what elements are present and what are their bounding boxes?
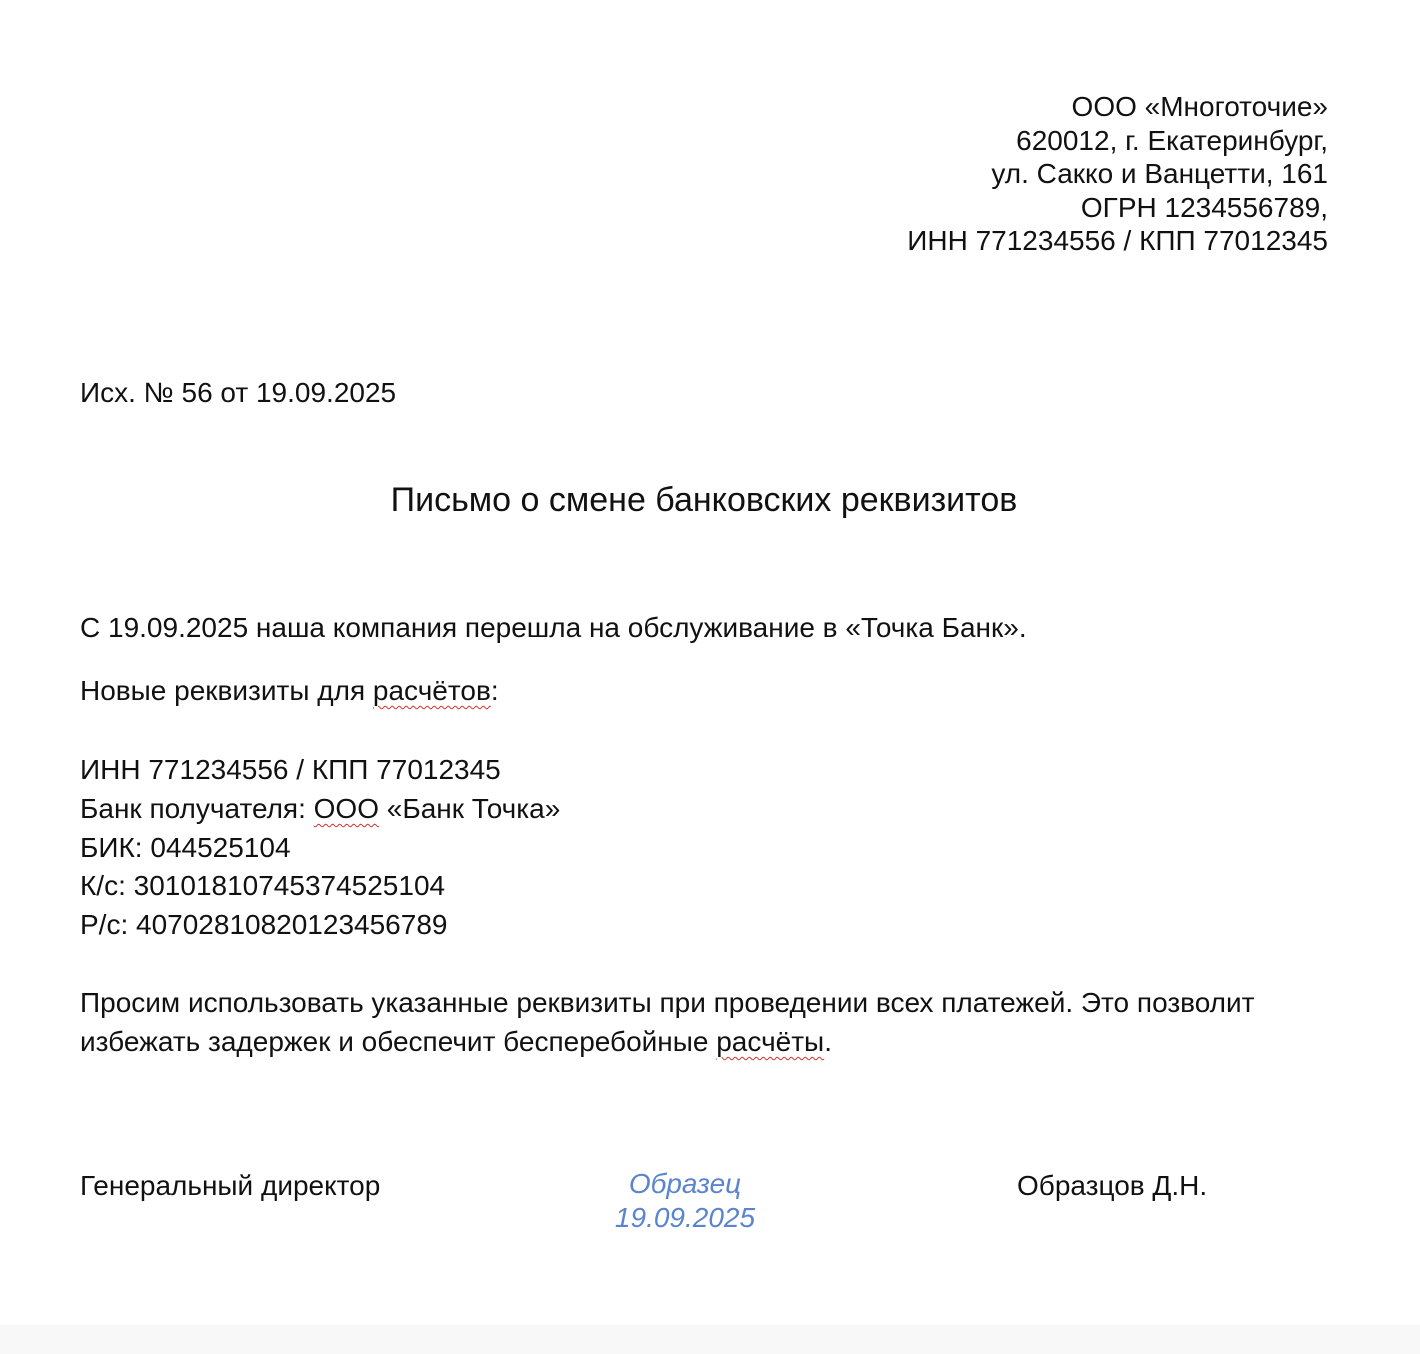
signatory-name: Образцов Д.Н. [1017,1170,1208,1201]
closing-line2-prefix: избежать задержек и обеспечит бесперебойные [80,1025,717,1057]
sender-block [907,90,1328,258]
requisite-ks: К/с: 30101810745374525104 [80,870,446,902]
closing-paragraph [80,984,1254,1062]
requisite-inn-kpp: ИНН 771234556 / КПП 77012345 [80,754,501,785]
sender-ogrn: ОГРН 1234556789, [1080,191,1328,223]
spellcheck-underlined-word: ООО [313,792,379,824]
signature-stamp [580,1167,790,1235]
requisites-list [80,751,560,945]
requisite-bank [80,790,560,829]
signature-row [0,1167,1420,1247]
signatory-role: Генеральный директор [80,1170,381,1201]
sender-company: ООО «Многоточие» [1071,91,1328,122]
signature-stamp-text: Образец [628,1168,742,1199]
sender-address-line2: ул. Сакко и Ванцетти, 161 [991,158,1328,189]
sender-address-line1: 620012, г. Екатеринбург, [1016,124,1328,156]
outgoing-reference: Исх. № 56 от 19.09.2025 [80,377,397,408]
new-requisites-suffix: : [490,675,499,706]
closing-line1: Просим использовать указанные реквизиты при проведении всех платежей. Это позволит [80,987,1255,1018]
sender-inn-kpp: ИНН 771234556 / КПП 77012345 [907,225,1328,256]
new-requisites-prefix: Новые реквизиты для [80,675,373,706]
closing-line2 [80,1023,1254,1062]
requisite-bik: БИК: 044525104 [80,831,291,863]
letter-title: Письмо о смене банковских реквизитов [390,481,1018,519]
spellcheck-underlined-word: расчётов [372,675,491,706]
bank-suffix: «Банк Точка» [379,792,561,824]
signature-stamp-date: 19.09.2025 [614,1202,756,1233]
intro-paragraph: С 19.09.2025 наша компания перешла на обслуживание в «Точка Банк». [80,612,1027,643]
closing-line2-suffix: . [824,1025,832,1057]
bank-prefix: Банк получателя: [80,792,314,824]
spellcheck-underlined-word: расчёты [716,1025,825,1057]
new-requisites-heading [80,672,499,711]
requisite-rs: Р/с: 40702810820123456789 [80,909,448,941]
